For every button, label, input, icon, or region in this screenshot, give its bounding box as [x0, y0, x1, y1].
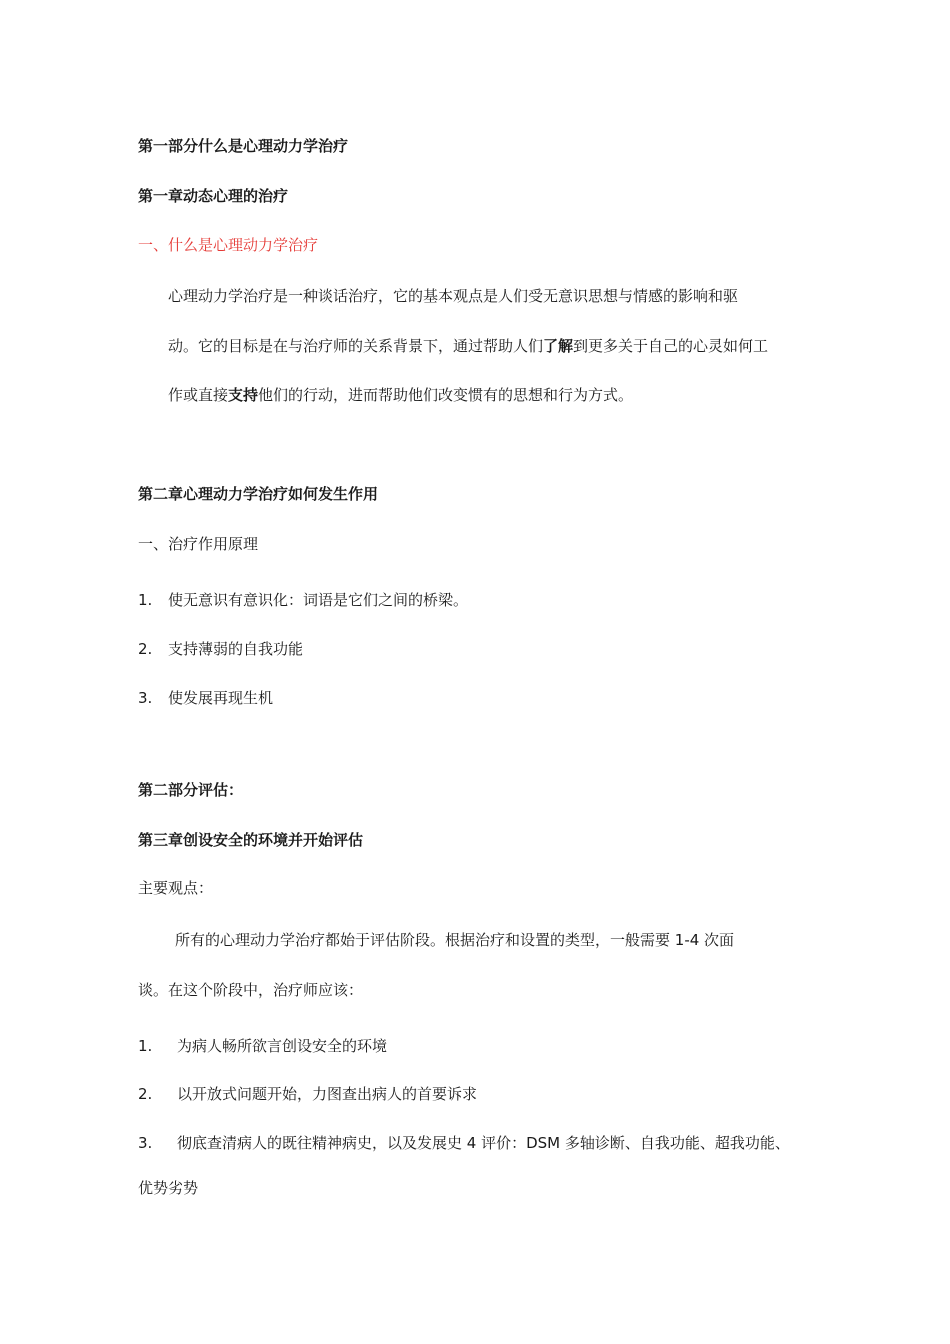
paragraph-line: 所有的心理动力学治疗都始于评估阶段。根据治疗和设置的类型，一般需要 1-4 次面 [175, 931, 735, 949]
chapter-title: 第三章创设安全的环境并开始评估 [138, 831, 364, 849]
text-span: 作或直接 [168, 386, 229, 404]
list-item: 彻底查清病人的既往精神病史，以及发展史 4 评价：DSM 多轴诊断、自我功能、超我功能、 [177, 1134, 790, 1152]
bold-term: 了解 [543, 337, 574, 355]
list-number: 2. [138, 1085, 153, 1103]
text-span: 他们的行动，进而帮助他们改变惯有的思想和行为方式。 [258, 386, 634, 404]
list-item: 使无意识有意识化：词语是它们之间的桥梁。 [168, 591, 469, 609]
list-item: 支持薄弱的自我功能 [168, 640, 304, 658]
list-item: 为病人畅所欲言创设安全的环境 [177, 1037, 388, 1055]
part-title: 第二部分评估： [138, 781, 244, 799]
list-number: 3. [138, 1134, 153, 1152]
subheading: 主要观点： [138, 879, 214, 897]
part-title: 第一部分什么是心理动力学治疗 [138, 137, 349, 155]
list-number: 1. [138, 591, 153, 609]
list-number: 1. [138, 1037, 153, 1055]
chapter-title: 第一章动态心理的治疗 [138, 187, 289, 205]
section-heading: 一、治疗作用原理 [138, 535, 259, 553]
paragraph-line: 谈。在这个阶段中，治疗师应该： [138, 981, 364, 999]
list-item: 以开放式问题开始，力图查出病人的首要诉求 [177, 1085, 478, 1103]
list-number: 2. [138, 640, 153, 658]
bold-term: 支持 [228, 386, 259, 404]
paragraph-line [168, 336, 768, 356]
paragraph-line: 优势劣势 [138, 1179, 199, 1197]
list-number: 3. [138, 689, 153, 707]
list-item: 使发展再现生机 [168, 689, 274, 707]
text-span: 动。它的目标是在与治疗师的关系背景下，通过帮助人们 [168, 337, 544, 355]
paragraph-line: 心理动力学治疗是一种谈话治疗，它的基本观点是人们受无意识思想与情感的影响和驱 [168, 287, 739, 305]
paragraph-line [168, 385, 633, 405]
section-heading: 一、什么是心理动力学治疗 [138, 236, 319, 254]
chapter-title: 第二章心理动力学治疗如何发生作用 [138, 485, 379, 503]
text-span: 到更多关于自己的心灵如何工 [573, 337, 769, 355]
